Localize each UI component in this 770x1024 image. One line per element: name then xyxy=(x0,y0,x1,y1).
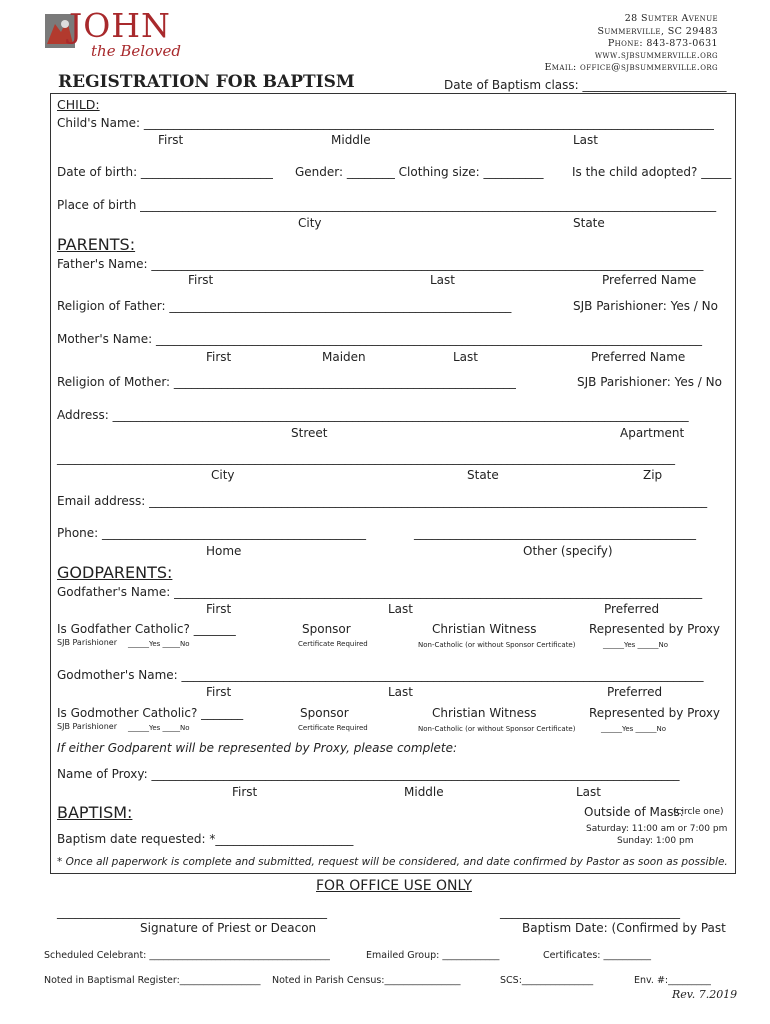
proxy-first-label: First xyxy=(232,785,258,799)
city-label: City xyxy=(211,468,235,482)
address-street: 28 Sumter Avenue xyxy=(624,13,718,24)
father-pref-label: Preferred Name xyxy=(602,273,697,287)
other-label: Other (specify) xyxy=(523,544,613,558)
address-email: Email: office@sjbsummerville.org xyxy=(544,62,718,73)
email-field[interactable]: Email address: _____________________________________________________________________________________________ xyxy=(57,494,708,508)
proxy-middle-label: Middle xyxy=(404,785,444,799)
godfather-name-field[interactable]: Godfather's Name: ________________________________________________________________________________________ xyxy=(57,585,703,599)
address-web: www.sjbsummerville.org xyxy=(594,50,718,61)
child-first-label: First xyxy=(158,133,184,147)
godfather-first-label: First xyxy=(206,602,232,616)
godfather-proxy-option[interactable]: Represented by Proxy xyxy=(589,622,721,636)
child-gender-field[interactable]: Gender: ________ Clothing size: __________ xyxy=(295,165,544,179)
address-phone: Phone: 843-873-0631 xyxy=(607,38,718,49)
phone-home-field[interactable]: Phone: ____________________________________________ xyxy=(57,526,367,540)
class-date-field[interactable]: Date of Baptism class: ________________________ xyxy=(444,78,727,92)
office-heading: FOR OFFICE USE ONLY xyxy=(316,878,472,894)
zip-label: Zip xyxy=(643,468,663,482)
child-adopted-field[interactable]: Is the child adopted? _____ xyxy=(572,165,732,179)
godmother-catholic-field[interactable]: Is Godmother Catholic? _______ xyxy=(57,706,244,720)
street-label: Street xyxy=(291,426,328,440)
register-field[interactable]: Noted in Baptismal Register:_________________ xyxy=(44,975,261,986)
proxy-name-field[interactable]: Name of Proxy: ________________________________________________________________________________________ xyxy=(57,767,680,781)
father-last-label: Last xyxy=(430,273,455,287)
logo-text: JOHN xyxy=(69,6,171,45)
census-field[interactable]: Noted in Parish Census:________________ xyxy=(272,975,461,986)
baptism-date-field[interactable]: Baptism date requested: *_______________________ xyxy=(57,832,354,846)
address-city: Summerville, SC 29483 xyxy=(597,26,718,37)
godfather-last-label: Last xyxy=(388,602,413,616)
mother-religion-field[interactable]: Religion of Mother: _________________________________________________________ xyxy=(57,375,516,389)
proxy-last-label: Last xyxy=(576,785,601,799)
godfather-sjb-label: SJB Parishioner xyxy=(57,638,117,647)
godfather-sponsor-option[interactable]: Sponsor xyxy=(302,622,351,636)
outside-mass-label: Outside of Mass: xyxy=(584,805,684,819)
godfather-catholic-field[interactable]: Is Godfather Catholic? _______ xyxy=(57,622,236,636)
mother-last-label: Last xyxy=(453,350,478,364)
mother-pref-label: Preferred Name xyxy=(591,350,686,364)
godfather-cert-note: Certificate Required xyxy=(298,640,368,648)
parents-heading: PARENTS: xyxy=(57,235,136,254)
godmother-sjb-label: SJB Parishioner xyxy=(57,722,117,731)
signature-line[interactable]: _____________________________________________ xyxy=(57,905,327,919)
child-middle-label: Middle xyxy=(331,133,371,147)
signature-label: Signature of Priest or Deacon xyxy=(140,921,317,935)
mother-first-label: First xyxy=(206,350,232,364)
circle-one-note: (circle one) xyxy=(673,807,724,817)
saturday-option[interactable]: Saturday: 11:00 am or 7:00 pm xyxy=(586,824,728,834)
mother-sjb-field[interactable]: SJB Parishioner: Yes / No xyxy=(577,375,722,389)
child-name-field[interactable]: Child's Name: _______________________________________________________________________________________________ xyxy=(57,116,714,130)
godmother-name-field[interactable]: Godmother's Name: _______________________________________________________________________________________ xyxy=(57,668,704,682)
mother-maiden-label: Maiden xyxy=(322,350,366,364)
father-first-label: First xyxy=(188,273,214,287)
baptism-note: * Once all paperwork is complete and submitted, request will be considered, and date confirmed by Pastor as soon as possible. xyxy=(57,856,728,868)
godmother-first-label: First xyxy=(206,685,232,699)
child-city-label: City xyxy=(298,216,322,230)
phone-other-field[interactable]: _______________________________________________ xyxy=(414,526,696,540)
child-dob-field[interactable]: Date of birth: ______________________ xyxy=(57,165,273,179)
apartment-label: Apartment xyxy=(620,426,685,440)
godmother-sjb-yesno[interactable]: ______Yes _____No xyxy=(128,724,190,732)
godmother-cert-note: Certificate Required xyxy=(298,724,368,732)
logo xyxy=(45,6,185,62)
godfather-noncath-note: Non-Catholic (or without Sponsor Certificate) xyxy=(418,641,576,649)
page-title: REGISTRATION FOR BAPTISM xyxy=(58,72,355,92)
godmother-proxy-option[interactable]: Represented by Proxy xyxy=(589,706,721,720)
certificates-field[interactable]: Certificates: __________ xyxy=(543,950,652,961)
address-field[interactable]: Address: ________________________________________________________________________________________________ xyxy=(57,408,689,422)
baptism-date-line[interactable]: ______________________________ xyxy=(500,905,680,919)
godfather-proxy-yesno[interactable]: ______Yes ______No xyxy=(603,641,669,649)
celebrant-field[interactable]: Scheduled Celebrant: ______________________________________ xyxy=(44,950,330,961)
emailed-group-field[interactable]: Emailed Group: ____________ xyxy=(366,950,500,961)
proxy-note: If either Godparent will be represented by Proxy, please complete: xyxy=(57,741,458,755)
scs-field[interactable]: SCS:_______________ xyxy=(500,975,594,986)
godmother-proxy-yesno[interactable]: ______Yes ______No xyxy=(601,725,667,733)
child-heading: CHILD: xyxy=(57,97,100,112)
godparents-heading: GODPARENTS: xyxy=(57,563,173,582)
address-line2-field[interactable]: _______________________________________________________________________________________________________ xyxy=(57,451,675,465)
baptism-date-label: Baptism Date: (Confirmed by Past xyxy=(522,921,726,935)
godmother-sponsor-option[interactable]: Sponsor xyxy=(300,706,349,720)
home-label: Home xyxy=(206,544,242,558)
sunday-option[interactable]: Sunday: 1:00 pm xyxy=(617,836,694,846)
godfather-witness-option[interactable]: Christian Witness xyxy=(432,622,537,636)
envelope-field[interactable]: Env. #:_________ xyxy=(634,975,711,986)
godmother-noncath-note: Non-Catholic (or without Sponsor Certificate) xyxy=(418,725,576,733)
father-sjb-field[interactable]: SJB Parishioner: Yes / No xyxy=(573,299,718,313)
godfather-sjb-yesno[interactable]: ______Yes _____No xyxy=(128,640,190,648)
state-label: State xyxy=(467,468,499,482)
father-religion-field[interactable]: Religion of Father: _________________________________________________________ xyxy=(57,299,512,313)
child-pob-field[interactable]: Place of birth ________________________________________________________________________________________________ xyxy=(57,198,717,212)
baptism-heading: BAPTISM: xyxy=(57,803,133,822)
godmother-last-label: Last xyxy=(388,685,413,699)
logo-subtext: the Beloved xyxy=(91,42,182,60)
father-name-field[interactable]: Father's Name: ____________________________________________________________________________________________ xyxy=(57,257,704,271)
godmother-witness-option[interactable]: Christian Witness xyxy=(432,706,537,720)
godmother-pref-label: Preferred xyxy=(607,685,663,699)
revision-note: Rev. 7.2019 xyxy=(672,988,738,1001)
godfather-pref-label: Preferred xyxy=(604,602,660,616)
child-state-label: State xyxy=(573,216,605,230)
mother-name-field[interactable]: Mother's Name: ___________________________________________________________________________________________ xyxy=(57,332,702,346)
child-last-label: Last xyxy=(573,133,598,147)
